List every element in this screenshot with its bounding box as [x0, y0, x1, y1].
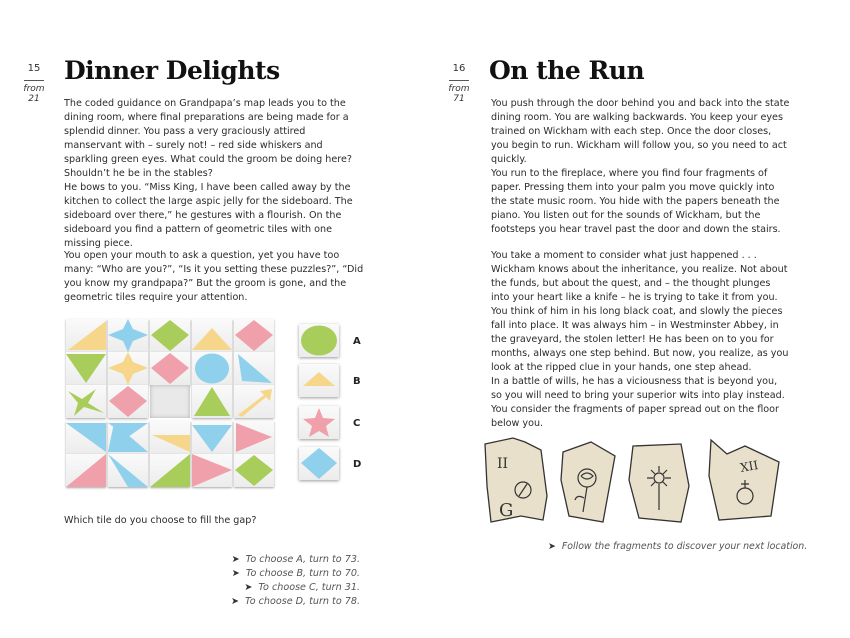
option-tile-b[interactable]: [299, 364, 339, 397]
from-number: 71: [453, 94, 465, 104]
choice-item[interactable]: [244, 582, 360, 593]
divider: [449, 80, 469, 81]
puzzle-tile: [108, 421, 148, 454]
puzzle-tile: [192, 352, 232, 385]
puzzle-tile: [192, 421, 232, 454]
paragraph: You run to the fireplace, where you find four fragments of paper. Pressing them into your palm you move quickly into the state music room. You hide with the papers beneath the piano. You listen out for the sounds of Wickham, but the footsteps you hear travel past the door and down the stairs.: [491, 168, 781, 235]
option-tile-c[interactable]: [299, 406, 339, 439]
divider: [24, 80, 44, 81]
paragraph: You push through the door behind you and back into the state dining room. You are walking backwards. You keep your eyes trained on Wickham with each step. Once the door closes, you begin to run. Wickham will follow you, so you need to act quickly.: [491, 98, 790, 165]
paragraph: The coded guidance on Grandpapa’s map leads you to the dining room, where final preparations are being made for a splendid dinner. You pass a very graciously attired manservant with – surely not! – red side whiskers and sparkling green eyes. What could the groom be doing here? Shouldn’t he be in the stables?: [64, 98, 352, 179]
paper-fragment: [709, 440, 779, 520]
paragraph: He bows to you. “Miss King, I have been called away by the kitchen to collect the large aspic jelly for the sideboard. The sideboard over there,” he gestures with a flourish. On the sideboard you find a pattern of geometric tiles with one missing piece.: [64, 182, 353, 249]
from-label: from: [23, 84, 45, 94]
missing-tile-gap: [150, 385, 190, 418]
option-label-c: C: [353, 418, 361, 429]
pointer-arrow-icon: ➤: [548, 541, 556, 552]
puzzle-tile: [234, 454, 274, 487]
paper-fragment: [561, 442, 615, 522]
puzzle-tile: [108, 454, 148, 487]
page-number: 15: [27, 63, 41, 74]
pointer-arrow-icon: ➤: [231, 554, 240, 565]
puzzle-tile: [150, 352, 190, 385]
choice-text: To choose A, turn to 73.: [245, 554, 360, 565]
puzzle-tile: [234, 385, 274, 418]
from-number: 21: [28, 94, 40, 104]
question-text: Which tile do you choose to fill the gap?: [64, 515, 257, 526]
choice-item[interactable]: [231, 596, 360, 607]
pointer-arrow-icon: ➤: [230, 596, 240, 607]
puzzle-tile: [150, 421, 190, 454]
option-tile-a[interactable]: [299, 324, 339, 357]
option-label-b: B: [353, 376, 361, 387]
choice-text: To choose B, turn to 70.: [245, 568, 360, 579]
choice-text: To choose C, turn 31.: [258, 582, 360, 593]
caption: [548, 541, 807, 552]
fragment-glyph: XII: [739, 458, 760, 475]
pointer-arrow-icon: ➤: [244, 582, 253, 593]
paragraph: In a battle of wills, he has a viciousness that is beyond you, so you will need to bring your superior wits into play instead. You consider the fragments of paper spread out on the floor below you.: [491, 376, 785, 429]
choice-item[interactable]: [232, 554, 360, 565]
fragment-glyph: II: [497, 456, 509, 472]
puzzle-tile: [234, 421, 274, 454]
paper-fragments-illustration: [483, 436, 783, 526]
fragment-glyph: G: [499, 500, 514, 521]
puzzle-tile: [192, 319, 232, 352]
page-title: Dinner Delights: [64, 56, 280, 85]
puzzle-tile: [66, 421, 106, 454]
page-title: On the Run: [489, 56, 645, 85]
puzzle-tile: [66, 352, 106, 385]
puzzle-tile: [66, 385, 106, 418]
paper-fragment: [485, 438, 547, 522]
choice-text: To choose D, turn to 78.: [245, 596, 360, 607]
page-number: 16: [452, 63, 466, 74]
puzzle-tile: [66, 454, 106, 487]
puzzle-tile: [234, 319, 274, 352]
option-label-d: D: [353, 459, 362, 470]
from-label: from: [448, 84, 470, 94]
option-label-a: A: [353, 336, 361, 347]
choice-item[interactable]: [232, 568, 360, 579]
puzzle-tile: [192, 454, 232, 487]
puzzle-tile: [108, 319, 148, 352]
pointer-arrow-icon: ➤: [231, 568, 240, 579]
puzzle-tile: [192, 385, 232, 418]
option-tile-d[interactable]: [299, 447, 339, 480]
puzzle-tile: [150, 454, 190, 487]
paragraph: You open your mouth to ask a question, yet you have too many: “Who are you?”, “Is it you setting these puzzles?”, “Did you know my grandpapa?” But the groom is gone, and the geometric tiles require your attention.: [64, 250, 364, 303]
page-number-block: [447, 63, 471, 104]
page-number-block: [22, 63, 46, 104]
puzzle-tile: [150, 319, 190, 352]
paragraph: You take a moment to consider what just happened . . . Wickham knows about the inheritance, you realize. Not about the funds, but about the quest, and – the thought plunges into your heart like a knife – he is trying to take it from you. You think of him in his long black coat, and slowly the pieces fall into place. It was always him – in Westminster Abbey, in the graveyard, the stolen letter! He has been on to you for months, always one step behind. But now, you realize, as you look at the ripped clue in your hands, one step ahead.: [491, 250, 789, 373]
puzzle-tile: [108, 352, 148, 385]
puzzle-tile: [66, 319, 106, 352]
puzzle-tile: [234, 352, 274, 385]
puzzle-tile: [108, 385, 148, 418]
caption-text: Follow the fragments to discover your next location.: [561, 541, 808, 552]
